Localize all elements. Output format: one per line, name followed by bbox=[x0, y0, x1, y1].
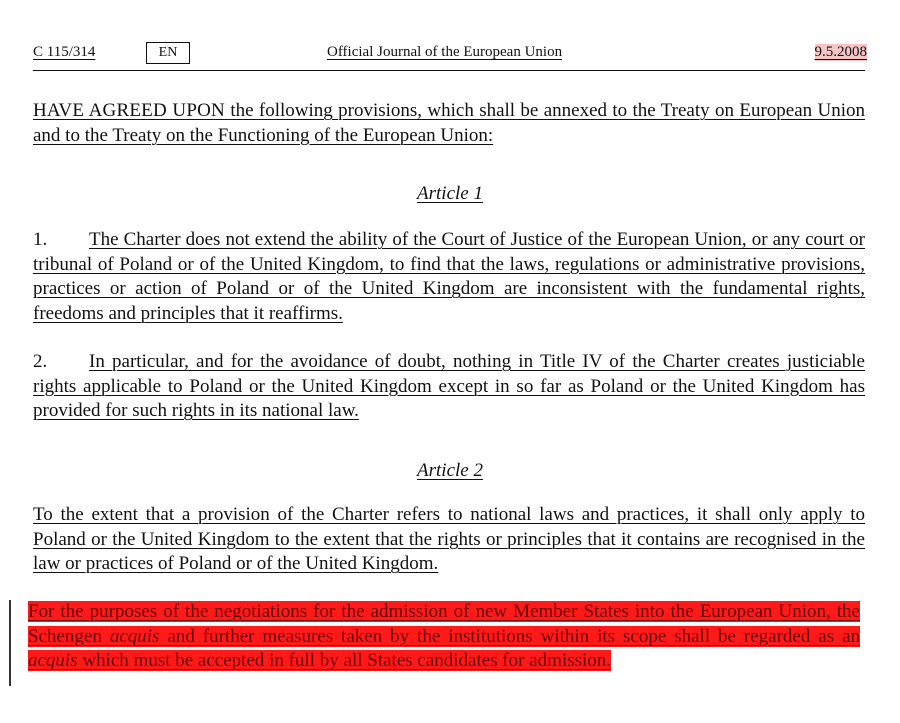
final-paragraph: For the purposes of the negotiations for the admission of new Member States into the European Union, the Schengen acquis and further measures taken by the institutions within its scope shall be regarded as an acquis which must be accepted in full by all States candidates for admission. bbox=[28, 601, 861, 671]
language-badge: EN bbox=[146, 42, 190, 64]
paragraph-text: The Charter does not extend the ability of the Court of Justice of the European Union, or any court or tribunal of Poland or of the United Kingdom, to find that the laws, regulations or administrative provisions, practices or action of Poland or of the United Kingdom are inconsistent with the fundamental rights, freedoms and principles that it reaffirms. bbox=[33, 229, 865, 324]
paragraph-text: In particular, and for the avoidance of doubt, nothing in Title IV of the Charter creates justiciable rights applicable to Poland or the United Kingdom except in so far as Poland or the United Kingdom has provided for such rights in its national law. bbox=[33, 351, 865, 421]
paragraph-number: 2. bbox=[33, 351, 48, 372]
journal-reference: C 115/314 bbox=[33, 44, 96, 60]
article-1-title: Article 1 bbox=[417, 183, 483, 204]
header-rule bbox=[33, 70, 865, 71]
intro-text: the following provisions, which shall be annexed to the Treaty on European Union and to the Treaty on the Functioning of the European Union: bbox=[33, 100, 865, 146]
article-1-paragraph-2 bbox=[33, 350, 865, 424]
journal-title: Official Journal of the European Union bbox=[327, 44, 563, 60]
paragraph-number: 1. bbox=[33, 229, 48, 250]
intro-lead-in: HAVE AGREED UPON bbox=[33, 100, 225, 121]
acquis-term: acquis bbox=[28, 650, 78, 671]
article-2-title: Article 2 bbox=[417, 460, 483, 481]
margin-change-bar bbox=[9, 600, 11, 686]
article-2-paragraph: To the extent that a provision of the Charter refers to national laws and practices, it shall only apply to Poland or the United Kingdom to the extent that the rights or principles that it contains are recognised in the law or practices of Poland or of the United Kingdom. bbox=[33, 504, 865, 574]
acquis-term: acquis bbox=[109, 625, 160, 647]
intro-paragraph bbox=[33, 99, 865, 148]
article-1-paragraph-1 bbox=[33, 228, 865, 326]
publication-date: 9.5.2008 bbox=[814, 44, 867, 60]
